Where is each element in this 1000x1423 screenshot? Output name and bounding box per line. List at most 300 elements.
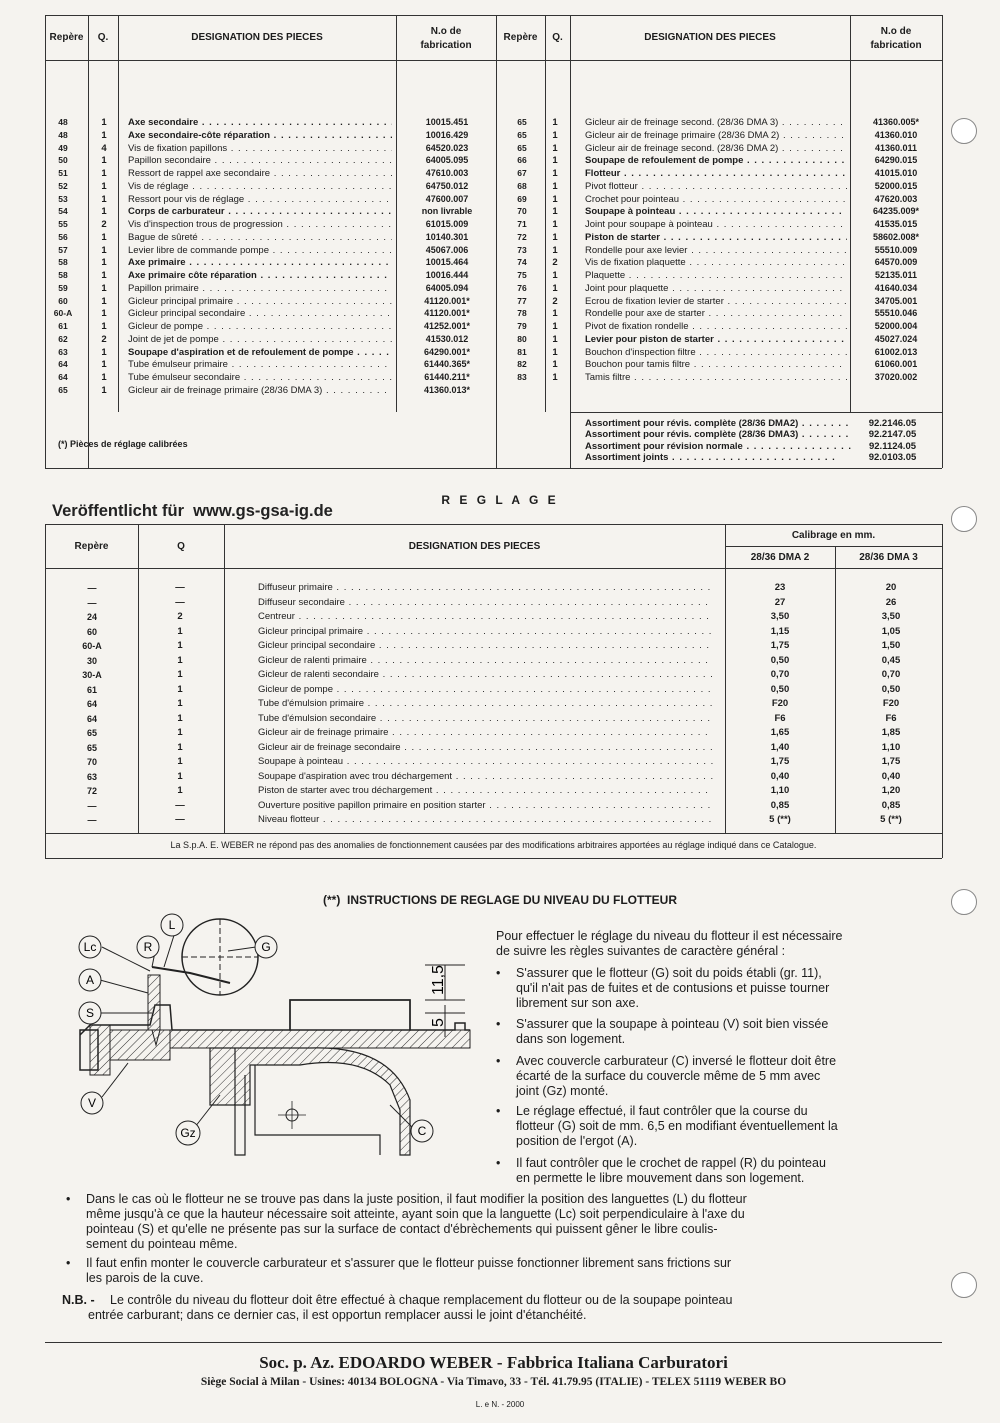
part-designation: Papillon secondaire . . . [128, 154, 392, 167]
part-designation: Levier libre de commande pompe . . . [128, 244, 392, 257]
reglage-value-dma2: 1,75 [770, 640, 790, 651]
reglage-header-dma3: 28/36 DMA 3 [859, 552, 918, 563]
reglage-repere: 24 [86, 612, 97, 622]
part-designation: Tube émulseur primaire . . . [128, 358, 392, 371]
reglage-row [0, 596, 1000, 611]
bullet-dot: • [66, 1192, 71, 1206]
part-designation: Vis de réglage . . . [128, 180, 392, 193]
reglage-quantity: 1 [177, 669, 183, 680]
part-number: 10015.464 [425, 257, 469, 268]
bullet-line: flotteur (G) soit de mm. 6,5 en modifiant éventuellement la [516, 1119, 838, 1133]
part-designation: Joint de jet de pompe . . . [128, 333, 392, 346]
part-number: 41640.034 [874, 282, 918, 293]
part-designation: Vis d'inspection trous de progression . . . [128, 218, 392, 231]
part-repere: 77 [517, 295, 527, 306]
part-number: 64235.009* [872, 206, 920, 217]
parts-row [496, 142, 942, 155]
reglage-repere: 63 [86, 771, 97, 782]
parts-row [45, 129, 496, 142]
nb-line-1: Le contrôle du niveau du flotteur doit être effectué à chaque remplacement du flotteur ou de la soupape pointeau [110, 1293, 733, 1307]
reglage-value-dma2: 0,50 [770, 683, 790, 695]
parts-row [496, 333, 942, 346]
reglage-row [0, 654, 1000, 669]
reglage-repere: — [87, 815, 97, 825]
reglage-designation: Tube d'émulsion primaire . . . [258, 697, 713, 712]
label-lc: Lc [83, 940, 97, 954]
part-designation: Gicleur air de freinage primaire (28/36 DMA 2) . . . [585, 129, 847, 142]
parts-row [496, 295, 942, 308]
part-designation: Corps de carburateur . . . [128, 205, 392, 218]
part-quantity: 1 [101, 270, 107, 281]
reglage-row [0, 610, 1000, 625]
footer-code: L. e N. - 2000 [475, 1400, 525, 1409]
part-quantity: 1 [552, 346, 558, 358]
bullet-line: Dans le cas où le flotteur ne se trouve pas dans la juste position, il faut modifier la position des languettes (L) du flotteur [86, 1192, 747, 1206]
part-repere: 64 [58, 359, 68, 370]
instructions-title: (**) INSTRUCTIONS DE REGLAGE DU NIVEAU DU FLOTTEUR [322, 893, 677, 907]
reglage-row [0, 813, 1000, 828]
reglage-row [0, 770, 1000, 785]
header-q-right: Q. [552, 32, 563, 43]
part-number: 64005.094 [425, 282, 469, 293]
bullet-dot: • [496, 1054, 501, 1068]
part-designation: Gicleur principal secondaire . . . [128, 307, 392, 320]
part-designation: Piston de starter . . . [585, 231, 847, 244]
reglage-value-dma3: 0,50 [881, 683, 901, 695]
part-repere: 63 [58, 346, 68, 357]
part-quantity: 1 [552, 321, 558, 332]
part-designation: Pivot flotteur . . . [585, 180, 847, 193]
parts-row [496, 269, 942, 282]
intro-line: Pour effectuer le réglage du niveau du flotteur il est nécessaire [496, 929, 843, 943]
reglage-designation: Gicleur air de freinage primaire . . . [258, 726, 713, 741]
binder-hole [951, 889, 977, 915]
part-quantity: 1 [552, 155, 558, 167]
reglage-designation: Gicleur de ralenti primaire . . . [258, 654, 713, 669]
part-repere: 58 [58, 257, 68, 268]
part-number: 41360.010 [874, 129, 918, 140]
parts-row [45, 205, 496, 218]
label-c: C [417, 1124, 427, 1138]
part-quantity: 2 [101, 219, 107, 230]
label-g: G [261, 940, 271, 954]
label-l: L [168, 918, 176, 932]
part-quantity: 1 [552, 244, 558, 256]
part-designation: Gicleur de pompe . . . [128, 320, 392, 333]
part-designation: Flotteur . . . [585, 167, 847, 180]
parts-row [496, 205, 942, 218]
footer-address: Siège Social à Milan - Usines: 40134 BOLOGNA - Via Timavo, 33 - Tél. 41.79.95 (ITALIE) - TELEX 51119 WEBER BO [200, 1376, 787, 1388]
reglage-repere: 64 [86, 713, 97, 724]
part-quantity: 1 [552, 193, 558, 205]
reglage-designation: Gicleur principal primaire . . . [258, 625, 713, 640]
part-repere: 62 [58, 333, 68, 344]
part-number: 64750.012 [425, 180, 469, 191]
bullet-line: les parois de la cuve. [86, 1271, 204, 1285]
reglage-quantity: — [175, 799, 185, 811]
bullet-line: écarté de la surface du couvercle même de 5 mm avec [516, 1069, 821, 1083]
part-repere: 61 [58, 321, 68, 331]
bullet-dot: • [496, 966, 501, 980]
assortment-designation: Assortiment joints . . . [585, 452, 853, 463]
reglage-repere: 30-A [82, 670, 102, 680]
reglage-row [0, 799, 1000, 814]
binder-hole [951, 506, 977, 532]
part-quantity: 1 [101, 295, 107, 307]
part-number: 64570.009 [874, 257, 918, 268]
part-repere: 65 [517, 142, 527, 153]
part-designation: Soupape à pointeau . . . [585, 205, 847, 218]
bullet-line: position de l'ergot (A). [516, 1134, 638, 1148]
reglage-row [0, 784, 1000, 799]
part-repere: 53 [58, 193, 68, 204]
part-repere: 81 [517, 346, 527, 357]
parts-row [496, 193, 942, 206]
part-quantity: 1 [101, 168, 107, 179]
reglage-designation: Niveau flotteur . . . [258, 813, 713, 828]
assortment-row [585, 418, 930, 429]
reglage-row [0, 697, 1000, 712]
part-quantity: 1 [552, 308, 558, 320]
part-number: 55510.009 [874, 244, 918, 255]
part-designation: Tamis filtre . . . [585, 371, 847, 384]
part-number: 52000.015 [874, 180, 918, 191]
reglage-header-repere: Repère [74, 541, 109, 552]
parts-row [496, 167, 942, 180]
bullet-dot: • [66, 1256, 71, 1270]
part-repere: 64 [58, 372, 68, 382]
parts-row [45, 358, 496, 371]
part-repere: 57 [58, 244, 68, 255]
reglage-row [0, 625, 1000, 640]
header-fab-right-1: N.o de [880, 26, 912, 37]
part-quantity: 1 [101, 308, 107, 320]
header-fab-2: fabrication [420, 40, 472, 51]
part-designation: Gicleur air de freinage primaire (28/36 DMA 3) . . . [128, 384, 392, 397]
part-designation: Gicleur principal primaire . . . [128, 295, 392, 308]
binder-hole [951, 1272, 977, 1298]
part-quantity: 1 [552, 359, 558, 371]
reglage-designation: Gicleur air de freinage secondaire . . . [258, 741, 713, 756]
part-repere: 50 [58, 155, 68, 166]
footer-company: Soc. p. Az. EDOARDO WEBER - Fabbrica Italiana Carburatori [259, 1353, 728, 1372]
reglage-value-dma3: 1,50 [881, 640, 901, 651]
bullet-dot: • [496, 1104, 501, 1118]
part-designation: Axe primaire . . . [128, 256, 392, 269]
header-designation-right: DESIGNATION DES PIECES [644, 32, 776, 43]
part-designation: Plaquette . . . [585, 269, 847, 282]
label-gz: Gz [180, 1126, 196, 1140]
reglage-quantity: 1 [177, 654, 183, 666]
part-number: 64290.015 [874, 155, 918, 166]
part-designation: Crochet pour pointeau . . . [585, 193, 847, 206]
reglage-repere: 64 [86, 699, 97, 709]
part-number: 34705.001 [874, 295, 918, 306]
reglage-repere: 60 [86, 626, 97, 637]
reglage-disclaimer: La S.p.A. E. WEBER ne répond pas des anomalies de fonctionnement causées par des modifications arbitraires apportées au réglage indiqué dans ce Catalogue. [170, 840, 817, 850]
part-designation: Axe secondaire-côte réparation . . . [128, 129, 392, 142]
reglage-repere: — [87, 597, 97, 608]
parts-row [45, 116, 496, 129]
reglage-row [0, 683, 1000, 698]
bullet-line: pointeau (S) et qu'elle ne présente pas sur la surface de contact d'ébrèchements qui puissent gêner le libre coulis- [86, 1222, 718, 1236]
part-designation: Soupape de refoulement de pompe . . . [585, 154, 847, 167]
part-number: 41120.001* [424, 295, 470, 306]
part-quantity: 1 [101, 321, 107, 332]
bullet-line: joint (Gz) monté. [516, 1084, 609, 1098]
parts-row [45, 142, 496, 155]
reglage-quantity: 1 [177, 785, 183, 796]
part-repere: 54 [58, 206, 68, 217]
parts-row [45, 295, 496, 308]
parts-row [496, 282, 942, 295]
part-repere: 55 [58, 219, 68, 229]
part-quantity: 1 [101, 155, 107, 167]
parts-row [496, 307, 942, 320]
part-quantity: 1 [552, 117, 558, 128]
assortment-row [585, 441, 930, 452]
reglage-value-dma2: 3,50 [770, 611, 790, 622]
part-designation: Bouchon pour tamis filtre . . . [585, 358, 847, 371]
reglage-quantity: — [175, 814, 185, 825]
part-designation: Vis de fixation papillons . . . [128, 142, 392, 155]
header-designation: DESIGNATION DES PIECES [191, 32, 323, 43]
reglage-designation: Diffuseur primaire . . . [258, 581, 713, 596]
part-quantity: 1 [101, 257, 107, 269]
parts-row [45, 269, 496, 282]
parts-row [45, 333, 496, 346]
bullet-line: Il faut enfin monter le couvercle carburateur et s'assurer que le flotteur puisse fonctionner librement sans frictions sur [86, 1256, 732, 1270]
reglage-value-dma3: 26 [885, 596, 897, 608]
part-repere: 69 [517, 193, 527, 204]
header-q: Q. [97, 32, 109, 43]
reglage-value-dma3: 1,10 [881, 741, 901, 753]
part-quantity: 1 [101, 282, 107, 294]
part-number: 37020.002 [874, 372, 918, 382]
part-number: 55510.046 [874, 308, 918, 319]
assortment-designation: Assortiment pour révis. complète (28/36 DMA2) . . . [585, 418, 853, 429]
reglage-row [0, 726, 1000, 741]
reglage-title: R E G L A G E [441, 493, 559, 507]
part-quantity: 1 [101, 117, 107, 128]
header-repere: Repère [49, 32, 84, 43]
reglage-value-dma2: 1,15 [770, 625, 790, 637]
parts-row [496, 371, 942, 384]
parts-row [45, 282, 496, 295]
part-quantity: 2 [552, 295, 558, 307]
part-repere: 66 [517, 155, 527, 166]
part-repere: 65 [58, 384, 68, 395]
part-designation: Papillon primaire . . . [128, 282, 392, 295]
parts-row [45, 154, 496, 167]
part-repere: 68 [517, 180, 527, 191]
part-designation: Bouchon d'inspection filtre . . . [585, 346, 847, 359]
part-designation: Axe secondaire . . . [128, 116, 392, 129]
label-a: A [85, 973, 95, 987]
part-designation: Ressort pour vis de réglage . . . [128, 193, 392, 206]
part-number: 61002.013 [874, 346, 918, 357]
reglage-repere: 30 [86, 655, 97, 666]
reglage-value-dma2: 0,70 [770, 669, 790, 680]
reglage-value-dma2: F20 [771, 698, 789, 709]
part-quantity: 1 [101, 193, 107, 205]
part-number: 41015.010 [874, 168, 918, 178]
part-repere: 79 [517, 321, 527, 331]
reglage-row [0, 741, 1000, 756]
part-number: 61440.211* [424, 372, 470, 382]
reglage-repere: 61 [86, 684, 97, 695]
reglage-repere: 72 [86, 786, 97, 796]
parts-row [496, 129, 942, 142]
parts-row [496, 320, 942, 333]
parts-row [45, 384, 496, 397]
reglage-header-calibrage: Calibrage en mm. [791, 530, 876, 541]
reglage-value-dma2: 0,85 [770, 799, 790, 811]
part-number: 61440.365* [423, 359, 471, 370]
part-repere: 60 [58, 295, 68, 306]
part-repere: 56 [58, 231, 68, 242]
parts-row [45, 193, 496, 206]
dimension-11-5: 11,5 [430, 965, 447, 995]
reglage-value-dma2: 1,65 [770, 727, 790, 738]
part-designation: Tube émulseur secondaire . . . [128, 371, 392, 384]
reglage-quantity: 1 [177, 683, 183, 695]
part-quantity: 1 [552, 206, 558, 218]
part-designation: Ecrou de fixation levier de starter . . . [585, 295, 847, 308]
reglage-value-dma2: 1,40 [770, 741, 790, 753]
reglage-repere: — [87, 800, 97, 811]
part-repere: 71 [517, 219, 527, 229]
parts-row [496, 180, 942, 193]
assortment-row [585, 429, 930, 440]
parts-row [496, 346, 942, 359]
part-number: 10016.444 [425, 270, 469, 280]
reglage-row [0, 639, 1000, 654]
nb-label: N.B. - [62, 1293, 95, 1307]
part-repere: 74 [517, 257, 527, 268]
part-designation: Soupape d'aspiration et de refoulement de pompe . . . [128, 346, 392, 359]
reglage-value-dma3: 1,20 [881, 785, 901, 796]
assortment-designation: Assortiment pour révis. complète (28/36 DMA3) . . . [585, 429, 853, 440]
assortment-number: 92.2147.05 [868, 429, 917, 441]
reglage-value-dma2: 1,10 [770, 785, 790, 796]
part-quantity: 2 [552, 257, 558, 269]
part-number: 47600.007 [425, 193, 469, 204]
part-number: 41535.015 [874, 219, 918, 229]
reglage-value-dma3: 5 (**) [880, 814, 902, 825]
reglage-designation: Gicleur de pompe . . . [258, 683, 713, 698]
parts-row [45, 346, 496, 359]
reglage-quantity: 1 [177, 698, 183, 709]
reglage-row [0, 668, 1000, 683]
dimension-5: 5 [430, 1018, 447, 1027]
part-quantity: 1 [101, 231, 107, 243]
part-number: 41360.011 [874, 142, 918, 153]
part-designation: Gicleur air de freinage second. (28/36 DMA 2) . . . [585, 142, 847, 155]
reglage-value-dma3: 20 [885, 582, 897, 593]
parts-row [45, 307, 496, 320]
part-repere: 49 [58, 142, 68, 153]
reglage-value-dma3: 1,85 [881, 727, 901, 738]
part-designation: Rondelle pour axe de starter . . . [585, 307, 847, 320]
part-repere: 48 [58, 129, 68, 140]
reglage-row [0, 755, 1000, 770]
part-quantity: 1 [552, 168, 558, 179]
bullet-line: librement sur son axe. [516, 996, 639, 1010]
assortment-number: 92.0103.05 [868, 451, 917, 463]
reglage-quantity: — [175, 582, 185, 593]
parts-row [496, 231, 942, 244]
reglage-quantity: 1 [177, 625, 183, 637]
reglage-designation: Gicleur principal secondaire . . . [258, 639, 713, 654]
part-repere: 78 [517, 308, 527, 319]
part-repere: 70 [517, 206, 527, 217]
reglage-value-dma3: 0,70 [881, 669, 901, 680]
part-repere: 83 [517, 372, 527, 382]
parts-row [45, 167, 496, 180]
reglage-value-dma2: F6 [774, 712, 786, 724]
part-number: 41360.005* [872, 117, 920, 127]
reglage-row [0, 581, 1000, 596]
bullet-line: Il faut contrôler que le crochet de rappel (R) du pointeau [516, 1156, 826, 1170]
bullet-line: en permette le libre mouvement dans son logement. [516, 1171, 805, 1185]
reglage-designation: Soupape à pointeau . . . [258, 755, 713, 770]
part-quantity: 1 [552, 231, 558, 243]
reglage-repere: 65 [86, 742, 97, 753]
bullet-line: S'assurer que le flotteur (G) soit du poids établi (gr. 11), [516, 966, 822, 980]
reglage-designation: Centreur . . . [258, 610, 713, 625]
part-number: 10016.429 [425, 129, 469, 140]
part-quantity: 1 [552, 142, 558, 154]
reglage-header-q: Q [177, 541, 185, 552]
part-number: 58602.008* [872, 231, 920, 242]
reglage-quantity: 2 [177, 611, 183, 622]
reglage-designation: Diffuseur secondaire . . . [258, 596, 713, 611]
reglage-value-dma3: 0,85 [881, 799, 901, 811]
part-designation: Ressort de rappel axe secondaire . . . [128, 167, 392, 180]
bullet-dot: • [496, 1017, 501, 1031]
part-quantity: 4 [101, 142, 107, 154]
part-repere: 65 [517, 117, 527, 127]
parts-row [45, 231, 496, 244]
intro-line: de suivre les règles suivantes de caractère général : [496, 944, 786, 958]
label-r: R [143, 940, 153, 954]
assortment-row [585, 452, 930, 463]
reglage-value-dma3: 1,75 [881, 756, 901, 767]
part-repere: 73 [517, 244, 527, 255]
reglage-value-dma3: 0,45 [881, 654, 901, 666]
reglage-repere: 60-A [82, 641, 102, 651]
part-repere: 59 [58, 282, 68, 293]
part-quantity: 1 [552, 180, 558, 192]
bullet-line: S'assurer que la soupape à pointeau (V) soit bien vissée [516, 1017, 829, 1031]
part-quantity: 1 [552, 219, 558, 230]
part-designation: Vis de fixation plaquette . . . [585, 256, 847, 269]
label-v: V [87, 1096, 97, 1110]
reglage-quantity: — [175, 596, 185, 608]
part-number: 10015.451 [425, 117, 469, 127]
part-repere: 76 [517, 282, 527, 293]
assortment-number: 92.1124.05 [868, 440, 917, 452]
part-number: 41360.013* [423, 384, 471, 395]
header-repere-right: Repère [503, 32, 538, 43]
part-repere: 52 [58, 180, 68, 191]
part-number: 41530.012 [425, 333, 469, 344]
part-quantity: 1 [101, 346, 107, 358]
parts-row [45, 371, 496, 384]
part-number: 61060.001 [874, 359, 918, 370]
parts-row [45, 218, 496, 231]
